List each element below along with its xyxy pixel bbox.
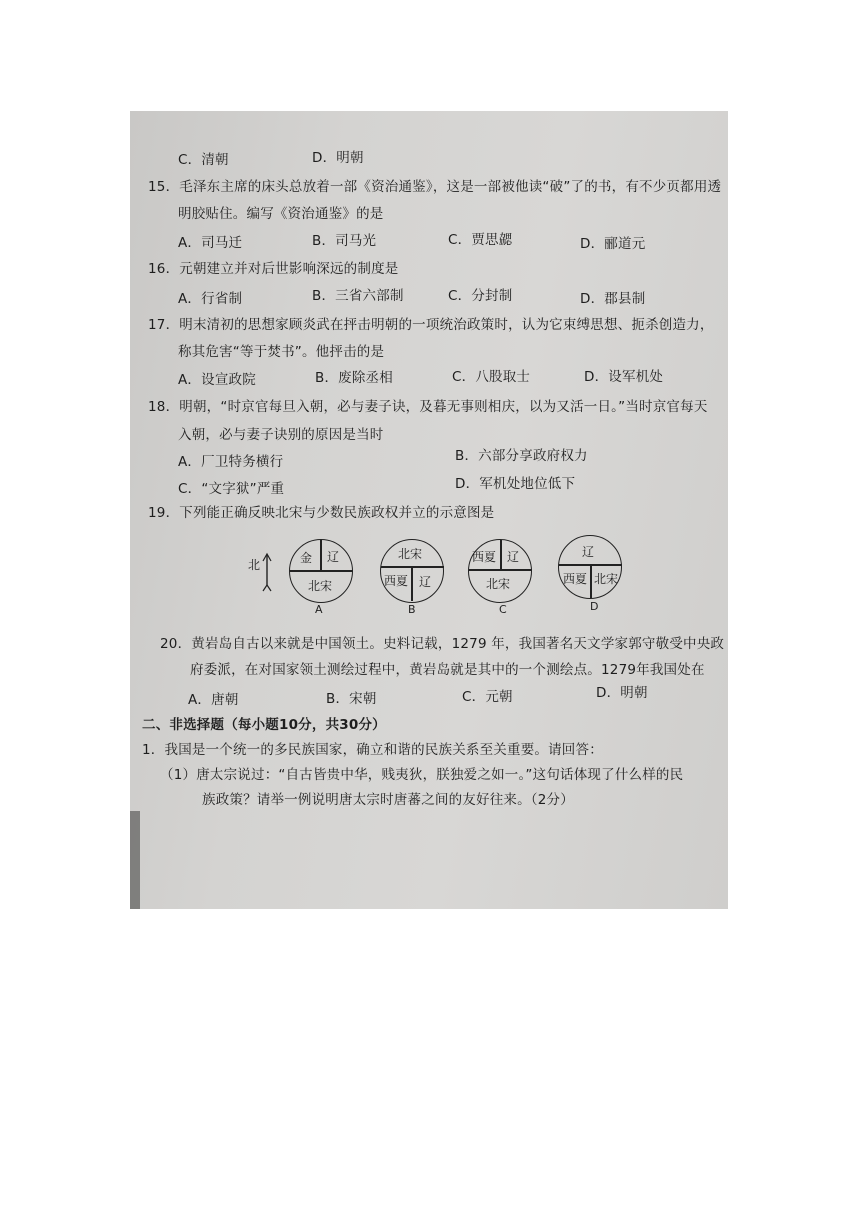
diagram-c-xixia: 西夏 — [472, 550, 497, 564]
diagram-a-beisong: 北宋 — [308, 579, 333, 593]
diagram-d-xixia: 西夏 — [563, 572, 588, 586]
q20-option-b: B．宋朝 — [326, 691, 377, 707]
part2-q1-sub1-line1: （1）唐太宗说过：“自古皆贵中华，贱夷狄，朕独爱之如一。”这句话体现了什么样的民 — [160, 767, 684, 783]
diagram-d-liao: 辽 — [582, 545, 595, 559]
q15-stem-line2: 明胶贴住。编写《资治通鉴》的是 — [178, 206, 384, 222]
diagram-c-liao: 辽 — [507, 550, 520, 564]
q17-option-a: A．设宣政院 — [178, 372, 256, 388]
q16-option-d: D．郡县制 — [580, 291, 646, 307]
q17-option-b: B．废除丞相 — [315, 370, 393, 386]
q18-option-a: A．厂卫特务横行 — [178, 454, 284, 470]
q20-option-a: A．唐朝 — [188, 692, 239, 708]
diagram-b-hline — [381, 566, 444, 568]
q16-option-a: A．行省制 — [178, 291, 243, 307]
q17-option-d: D．设军机处 — [584, 369, 664, 385]
diagram-d-beisong: 北宋 — [594, 572, 619, 586]
q20-stem-line1: 20．黄岩岛自古以来就是中国领土。史料记载，1279 年，我国著名天文学家郭守敬受中央政 — [160, 636, 725, 652]
north-arrow-icon — [260, 551, 274, 593]
q16-option-b: B．三省六部制 — [312, 288, 404, 304]
q14-option-c: C．清朝 — [178, 152, 229, 168]
diagram-b-vline — [411, 567, 413, 601]
q20-stem-line2: 府委派，在对国家领土测绘过程中，黄岩岛就是其中的一个测绘点。1279年我国处在 — [190, 662, 705, 678]
q17-option-c: C．八股取士 — [452, 369, 531, 385]
north-label: 北 — [248, 558, 261, 572]
diagram-c-vline — [500, 540, 502, 570]
q14-option-d: D．明朝 — [312, 150, 364, 166]
diagram-c-beisong: 北宋 — [486, 577, 511, 591]
q20-option-d: D．明朝 — [596, 685, 648, 701]
part2-q1-stem: 1．我国是一个统一的多民族国家，确立和谐的民族关系至关重要。请回答： — [142, 742, 603, 758]
q16-option-c: C．分封制 — [448, 288, 513, 304]
q20-option-c: C．元朝 — [462, 689, 513, 705]
diagram-c-letter: C — [499, 603, 507, 616]
diagram-b-letter: B — [408, 603, 416, 616]
q15-option-d: D．郦道元 — [580, 236, 646, 252]
q18-option-c: C．“文字狱”严重 — [178, 481, 285, 497]
q18-option-d: D．军机处地位低下 — [455, 476, 576, 492]
diagram-d-letter: D — [590, 600, 599, 613]
diagram-a-hline — [290, 570, 353, 572]
q15-option-a: A．司马迁 — [178, 235, 243, 251]
diagram-a-jin: 金 — [300, 551, 313, 565]
q18-stem-line1: 18．明朝，“时京官每旦入朝，必与妻子诀，及暮无事则相庆，以为又活一日。”当时京官每天 — [148, 399, 708, 415]
section-2-heading: 二、非选择题（每小题10分，共30分） — [142, 717, 386, 733]
q19-stem: 19．下列能正确反映北宋与少数民族政权并立的示意图是 — [148, 505, 495, 521]
exam-page-photo — [130, 111, 728, 909]
diagram-a-liao: 辽 — [327, 550, 340, 564]
q17-stem-line2: 称其危害“等于焚书”。他抨击的是 — [178, 344, 385, 360]
diagram-b-xixia: 西夏 — [384, 574, 409, 588]
diagram-a-vline — [320, 540, 322, 571]
q15-stem-line1: 15．毛泽东主席的床头总放着一部《资治通鉴》，这是一部被他读“破”了的书，有不少页都用透 — [148, 179, 722, 195]
q15-option-b: B．司马光 — [312, 233, 377, 249]
q18-option-b: B．六部分享政府权力 — [455, 448, 588, 464]
q16-stem: 16．元朝建立并对后世影响深远的制度是 — [148, 261, 399, 277]
edge-shadow — [130, 811, 140, 909]
diagram-d-vline — [590, 565, 592, 598]
part2-q1-sub1-line2: 族政策？请举一例说明唐太宗时唐蕃之间的友好往来。（2分） — [202, 792, 574, 808]
diagram-b-liao: 辽 — [419, 575, 432, 589]
diagram-b-beisong: 北宋 — [398, 547, 423, 561]
q18-stem-line2: 入朝，必与妻子诀别的原因是当时 — [178, 427, 384, 443]
diagram-a-letter: A — [315, 603, 323, 616]
q17-stem-line1: 17．明末清初的思想家顾炎武在抨击明朝的一项统治政策时，认为它束缚思想、扼杀创造力， — [148, 317, 714, 333]
q15-option-c: C．贾思勰 — [448, 232, 513, 248]
